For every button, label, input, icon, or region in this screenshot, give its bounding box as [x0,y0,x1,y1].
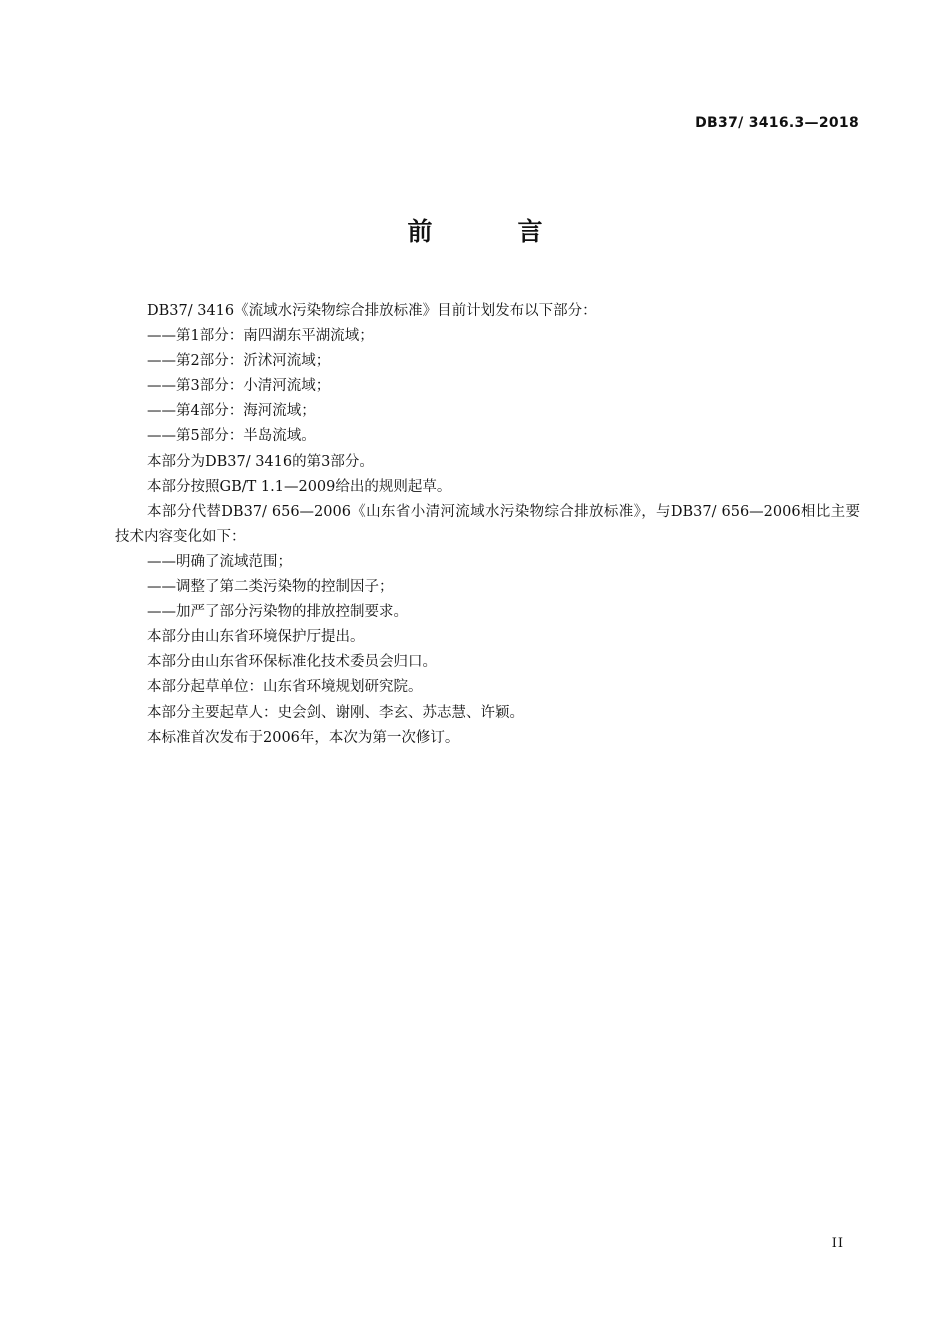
paragraph-drafting-rules: 本部分按照GB/T 1.1—2009给出的规则起草。 [147,478,452,495]
list-item-part-2: ——第2部分：沂沭河流域； [147,353,331,370]
page-title: 前 言 [407,217,573,246]
list-item-change-3: ——加严了部分污染物的排放控制要求。 [147,604,408,621]
paragraph-part-statement: 本部分为DB37/ 3416的第3部分。 [147,453,374,470]
paragraph-replacement: 本部分代替DB37/ 656—2006《山东省小清河流域水污染物综合排放标准》，与DB37/ 656—2006相比主要技术内容变化如下： [115,503,860,545]
list-item-change-2: ——调整了第二类污染物的控制因子； [147,579,394,596]
page-number: II [831,1236,844,1251]
list-item-part-1: ——第1部分：南四湖东平湖流域； [147,328,374,345]
paragraph-proposer: 本部分由山东省环境保护厅提出。 [147,629,365,646]
paragraph-administrator: 本部分由山东省环保标准化技术委员会归口。 [147,654,437,671]
paragraph-intro: DB37/ 3416《流域水污染物综合排放标准》目前计划发布以下部分： [147,303,597,319]
list-item-change-1: ——明确了流域范围； [147,553,292,570]
list-item-part-4: ——第4部分：海河流域； [147,403,316,420]
paragraph-drafting-unit: 本部分起草单位：山东省环境规划研究院。 [147,679,423,696]
foreword-body [115,299,860,751]
paragraph-drafters: 本部分主要起草人：史会剑、谢刚、李玄、苏志慧、许颖。 [147,704,524,721]
document-code: DB37/ 3416.3—2018 [695,115,859,131]
paragraph-history: 本标准首次发布于2006年，本次为第一次修订。 [147,729,460,746]
list-item-part-3: ——第3部分：小清河流域； [147,378,331,395]
list-item-part-5: ——第5部分：半岛流域。 [147,428,316,445]
